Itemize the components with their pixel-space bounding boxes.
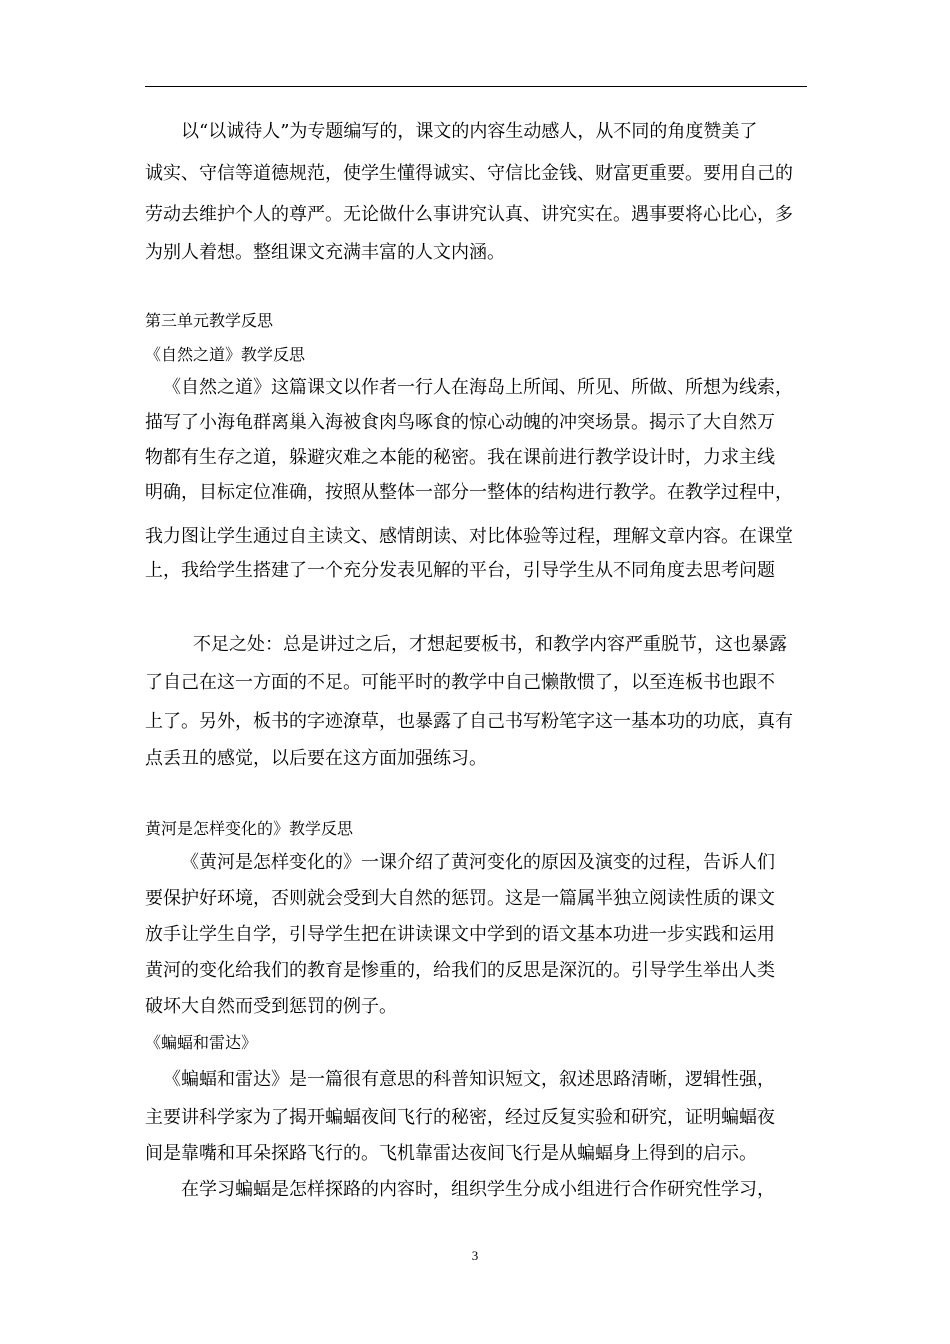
ziran-para2-line: 上了。另外，板书的字迹潦草，也暴露了自己书写粉笔字这一基本功的功底，真有 bbox=[145, 711, 793, 732]
intro-line: 劳动去维护个人的尊严。无论做什么事讲究认真、讲究实在。遇事要将心比心，多 bbox=[145, 204, 793, 225]
ziran-para2-line: 不足之处：总是讲过之后，才想起要板书，和教学内容严重脱节，这也暴露 bbox=[193, 634, 787, 655]
bianfu-para1-line: 主要讲科学家为了揭开蝙蝠夜间飞行的秘密，经过反复实验和研究，证明蝙蝠夜 bbox=[145, 1107, 775, 1128]
ziran-para1-line: 《自然之道》这篇课文以作者一行人在海岛上所闻、所见、所做、所想为线索， bbox=[163, 377, 793, 398]
ziran-para1-line: 描写了小海龟群离巢入海被食肉鸟啄食的惊心动魄的冲突场景。揭示了大自然万 bbox=[145, 412, 775, 433]
huanghe-para-line: 《黄河是怎样变化的》一课介绍了黄河变化的原因及演变的过程，告诉人们 bbox=[181, 852, 775, 873]
page-number: 3 bbox=[471, 1248, 479, 1263]
ziran-para2-line: 点丢丑的感觉，以后要在这方面加强练习。 bbox=[145, 748, 487, 769]
ziran-para1-line: 明确，目标定位准确，按照从整体一部分一整体的结构进行教学。在教学过程中， bbox=[145, 482, 793, 503]
intro-line: 为别人着想。整组课文充满丰富的人文内涵。 bbox=[145, 242, 505, 263]
section-title-huanghe: 黄河是怎样变化的》教学反思 bbox=[145, 819, 354, 838]
huanghe-para-line: 黄河的变化给我们的教育是惨重的，给我们的反思是深沉的。引导学生举出人类 bbox=[145, 960, 775, 981]
huanghe-para-line: 放手让学生自学，引导学生把在讲读课文中学到的语文基本功进一步实践和运用 bbox=[145, 924, 775, 945]
bianfu-para2-line: 在学习蝙蝠是怎样探路的内容时，组织学生分成小组进行合作研究性学习， bbox=[181, 1179, 775, 1200]
ziran-para1-line: 我力图让学生通过自主读文、感情朗读、对比体验等过程，理解文章内容。在课堂 bbox=[145, 526, 793, 547]
ziran-para1-line: 物都有生存之道，躲避灾难之本能的秘密。我在课前进行教学设计时，力求主线 bbox=[145, 447, 775, 468]
section-title-ziran: 《自然之道》教学反思 bbox=[145, 345, 306, 364]
unit-heading: 第三单元教学反思 bbox=[145, 311, 274, 330]
section-title-bianfu: 《蝙蝠和雷达》 bbox=[145, 1033, 258, 1052]
intro-line: 诚实、守信等道德规范，使学生懂得诚实、守信比金钱、财富更重要。要用自己的 bbox=[145, 163, 793, 184]
header-rule bbox=[145, 86, 807, 87]
bianfu-para1-line: 《蝙蝠和雷达》是一篇很有意思的科普知识短文，叙述思路清晰，逻辑性强， bbox=[163, 1069, 775, 1090]
huanghe-para-line: 要保护好环境，否则就会受到大自然的惩罚。这是一篇属半独立阅读性质的课文 bbox=[145, 888, 775, 909]
intro-line: 以“以诚待人”为专题编写的，课文的内容生动感人，从不同的角度赞美了 bbox=[181, 121, 758, 142]
ziran-para1-line: 上，我给学生搭建了一个充分发表见解的平台，引导学生从不同角度去思考问题 bbox=[145, 560, 775, 581]
huanghe-para-line: 破坏大自然而受到惩罚的例子。 bbox=[145, 996, 397, 1017]
ziran-para2-line: 了自己在这一方面的不足。可能平时的教学中自己懒散惯了，以至连板书也跟不 bbox=[145, 672, 775, 693]
bianfu-para1-line: 间是靠嘴和耳朵探路飞行的。飞机靠雷达夜间飞行是从蝙蝠身上得到的启示。 bbox=[145, 1143, 757, 1164]
